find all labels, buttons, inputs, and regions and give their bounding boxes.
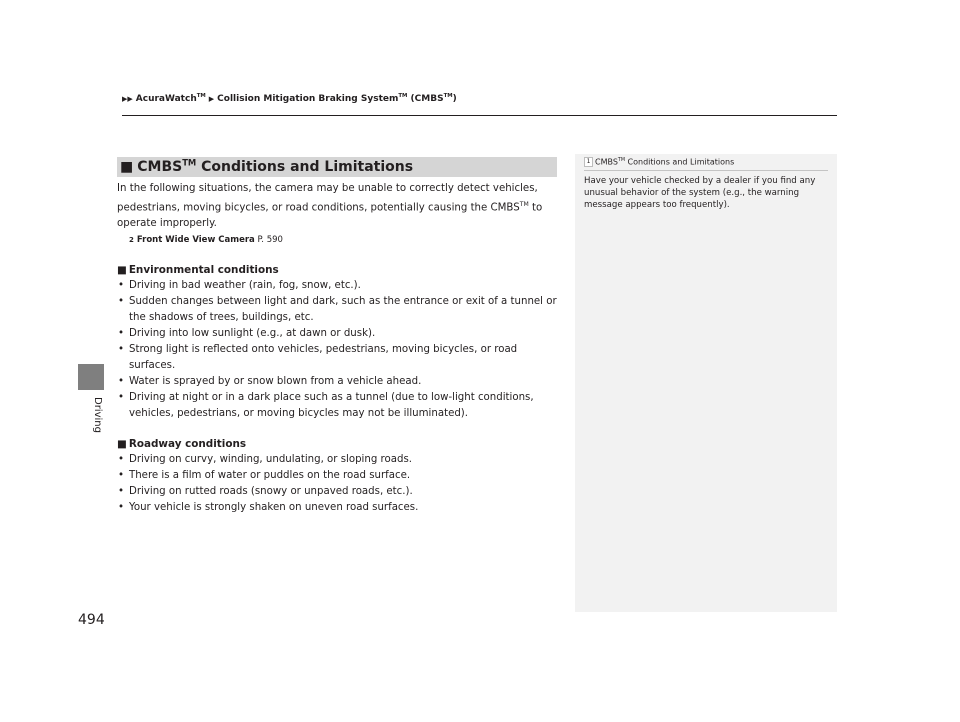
breadcrumb: [122, 94, 457, 104]
section-body: [117, 181, 562, 516]
list-item: • There is a film of water or puddles on the road surface.: [118, 470, 411, 482]
list-item: • Driving into low sunlight (e.g., at dawn or dusk).: [118, 328, 376, 340]
section-header: [117, 157, 557, 177]
breadcrumb-item-cmbs[interactable]: Collision Mitigation Braking System™ (CMBS™): [217, 93, 457, 104]
cross-reference-link[interactable]: 2 Front Wide View Camera P. 590: [129, 235, 283, 246]
chapter-tab-label: Driving: [92, 397, 103, 433]
list-item: • Your vehicle is strongly shaken on uneven road surfaces.: [118, 502, 419, 514]
square-bullet-icon: ■: [117, 438, 127, 451]
breadcrumb-arrow-icon: ▶: [208, 95, 215, 103]
square-bullet-icon: ■: [117, 264, 127, 277]
list-item: • Driving in bad weather (rain, fog, snow, etc.).: [118, 280, 361, 292]
list-item: • Driving on rutted roads (snowy or unpaved roads, etc.).: [118, 486, 413, 498]
subheading-roadway: ■ Roadway conditions: [117, 438, 247, 451]
header-divider: [122, 115, 837, 116]
page-number: 494: [78, 612, 105, 628]
environmental-list: [117, 278, 562, 422]
list-item: • Driving at night or in a dark place such as a tunnel (due to low-light conditions, vehicles, pedestrians, or moving bicycles may not be illuminated).: [118, 392, 534, 420]
sidebar-note-divider: [584, 170, 828, 171]
breadcrumb-item-acurawatch[interactable]: AcuraWatch™: [135, 93, 206, 104]
breadcrumb-arrow-icon: ▶▶: [122, 95, 133, 103]
sidebar-note-text: Have your vehicle checked by a dealer if you find any unusual behavior of the system (e.g., the warning message appears too frequently).: [584, 176, 816, 210]
section-title: CMBS™ Conditions and Limitations: [137, 157, 414, 175]
list-item: • Sudden changes between light and dark, such as the entrance or exit of a tunnel or the shadows of trees, buildings, etc.: [118, 296, 557, 324]
sidebar-note-panel: [575, 154, 837, 612]
section-square-icon: ■: [120, 159, 134, 175]
subheading-environmental: ■ Environmental conditions: [117, 264, 279, 277]
list-item: • Driving on curvy, winding, undulating, or sloping roads.: [118, 454, 412, 466]
chapter-tab-marker: [78, 364, 104, 390]
list-item: • Water is sprayed by or snow blown from a vehicle ahead.: [118, 376, 422, 388]
note-number-badge: 1: [584, 157, 593, 167]
roadway-list: [117, 452, 562, 516]
list-item: • Strong light is reflected onto vehicles, pedestrians, moving bicycles, or road surfaces.: [118, 344, 518, 372]
intro-paragraph: In the following situations, the camera may be unable to correctly detect vehicles, pedestrians, moving bicycles, or road conditions, potentially causing the CMBS™ to operate improperly.: [117, 183, 543, 230]
sidebar-note-title: 1 CMBS™ Conditions and Limitations: [584, 157, 734, 167]
reference-arrow-icon: 2: [129, 236, 134, 245]
